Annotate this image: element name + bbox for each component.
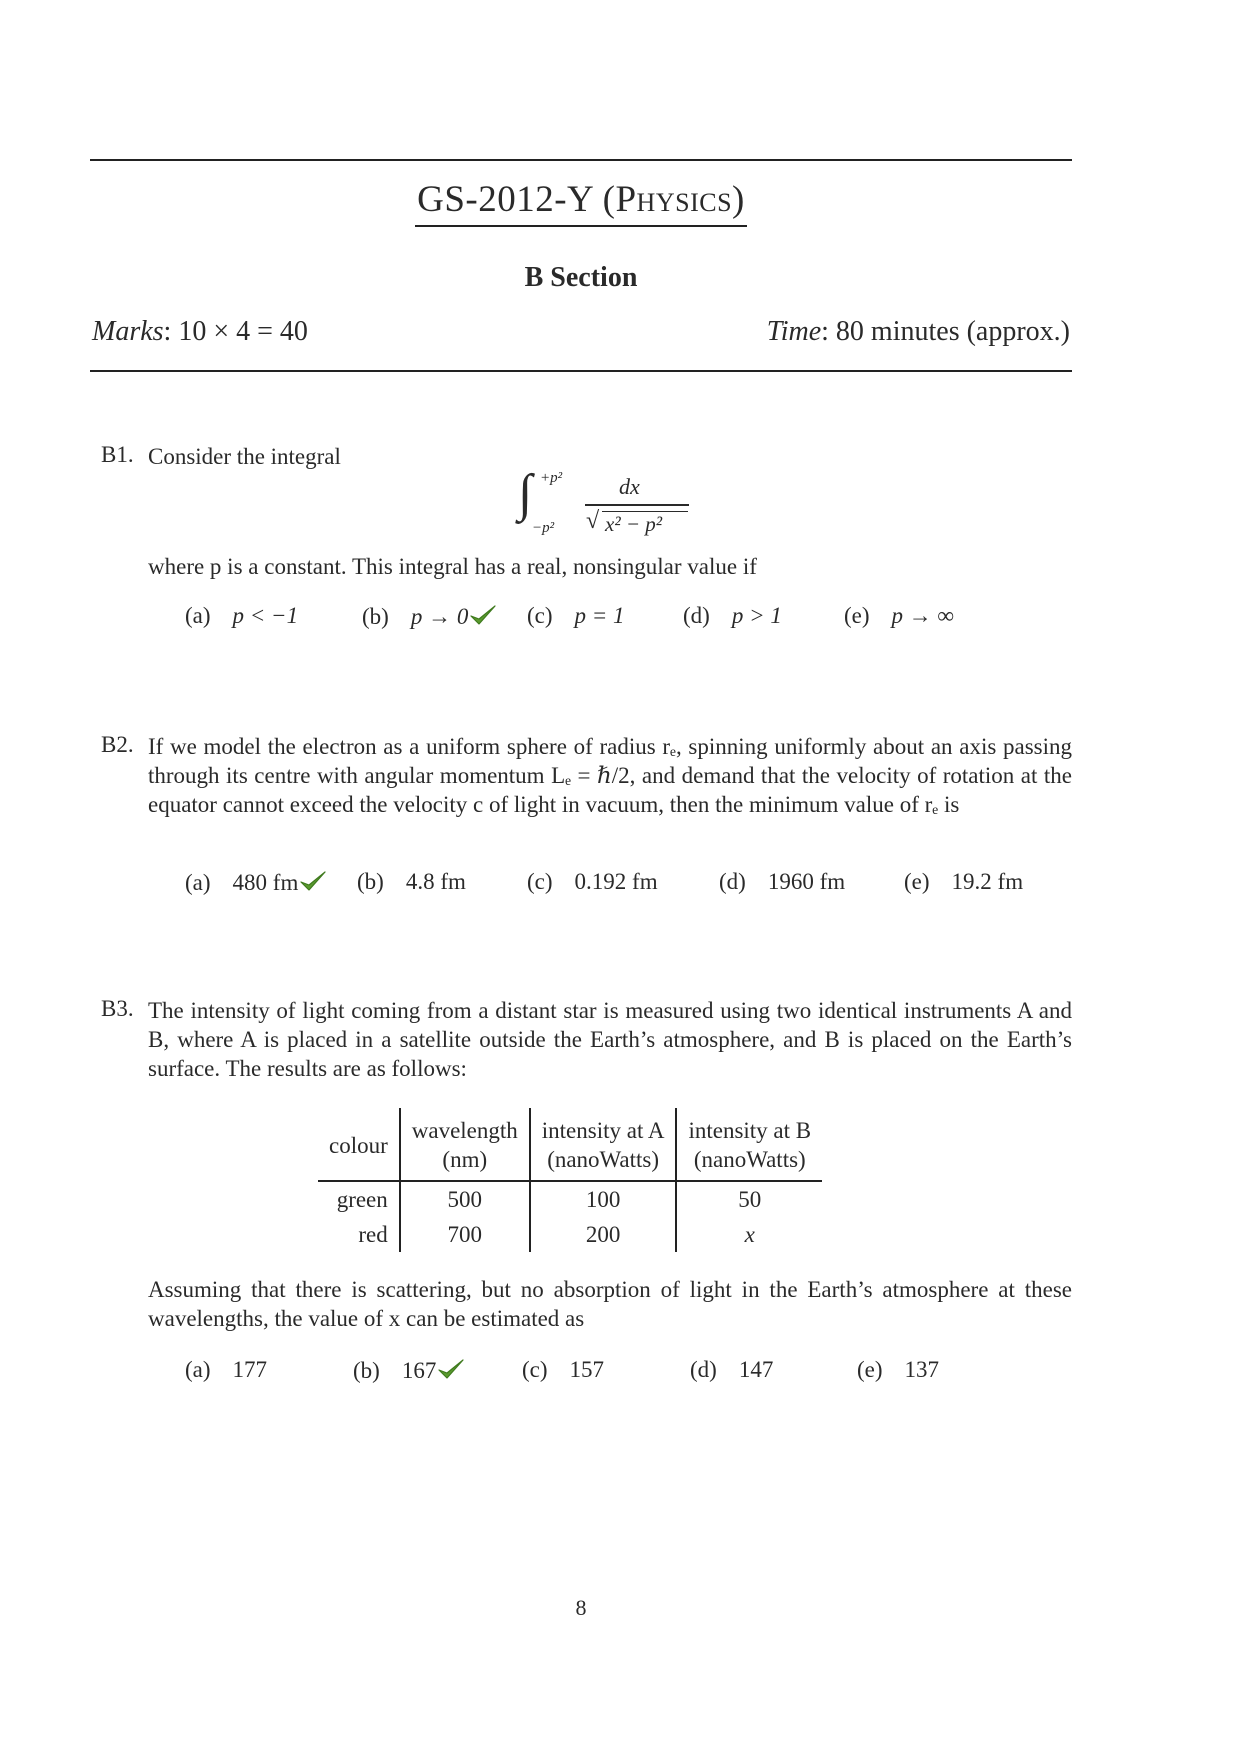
integral-lower-limit: −p²: [532, 520, 555, 536]
option: (b) p → 0: [362, 603, 497, 630]
option: (a) 480 fm: [185, 869, 327, 896]
integral-sign: ∫: [518, 465, 533, 522]
integral-numerator: dx: [619, 474, 640, 499]
option: (a) 177: [185, 1357, 268, 1382]
option: (c) p = 1: [527, 603, 625, 628]
checkmark-icon: [437, 1357, 465, 1381]
section-heading: B Section: [524, 262, 638, 293]
page-title: GS-2012-Y (Physics): [0, 178, 1162, 227]
table-row: red 700 200 x: [318, 1217, 822, 1252]
fraction-bar: [585, 504, 689, 506]
integral-upper-limit: +p²: [540, 470, 563, 486]
header-bottom-rule: [90, 370, 1072, 372]
exam-subject: Physics: [615, 179, 733, 220]
option: (b) 4.8 fm: [357, 869, 466, 894]
time-value: : 80 minutes (approx.): [821, 316, 1070, 347]
question-text: Assuming that there is scattering, but no absorption of light in the Earth’s atmosphere at these wavelengths, the value of x can be estimated as: [148, 1277, 1072, 1331]
option: (d) 147: [690, 1357, 774, 1382]
integral-expression: [518, 465, 698, 540]
option: (e) p → ∞: [844, 603, 954, 628]
question-label: B3.: [101, 996, 134, 1021]
option: (c) 0.192 fm: [527, 869, 658, 894]
top-rule: [90, 159, 1072, 161]
header-wavelength: wavelength (nm): [400, 1108, 530, 1181]
option: (c) 157: [522, 1357, 605, 1382]
exam-code: GS-2012-Y: [417, 179, 593, 220]
checkmark-icon: [469, 603, 497, 627]
header-intensity-a: intensity at A (nanoWatts): [530, 1108, 677, 1181]
marks-value: : 10 × 4 = 40: [163, 316, 308, 347]
page-number: 8: [575, 1595, 587, 1620]
checkmark-icon: [299, 869, 327, 893]
sqrt-sign: √: [586, 508, 600, 534]
option: (e) 19.2 fm: [904, 869, 1024, 894]
marks-info: [92, 316, 308, 348]
time-label: Time: [766, 316, 822, 347]
option: (e) 137: [857, 1357, 940, 1382]
question-label: B2.: [101, 732, 134, 757]
option: (b) 167: [353, 1357, 465, 1384]
question-text: where p is a constant. This integral has a real, nonsingular value if: [148, 554, 757, 579]
time-info: [767, 316, 1070, 348]
integral-denominator: x² − p²: [605, 512, 663, 536]
question-text: If we model the electron as a uniform sphere of radius rₑ, spinning uniformly about an axis passing through its centre with angular momentum Lₑ = ℏ/2, and demand that the velocity of rotation at the equator cannot exceed the velocity c of light in vacuum, then the minimum value of rₑ is: [148, 734, 1072, 817]
option: (a) p < −1: [185, 603, 299, 628]
marks-label: Marks: [92, 316, 164, 347]
results-table: [318, 1108, 822, 1252]
header-intensity-b: intensity at B (nanoWatts): [676, 1108, 822, 1181]
table-row: green 500 100 50: [318, 1181, 822, 1217]
question-label: B1.: [101, 442, 134, 467]
question-intro: Consider the integral: [148, 444, 341, 469]
question-text: The intensity of light coming from a distant star is measured using two identical instruments A and B, where A is placed in a satellite outside the Earth’s atmosphere, and B is placed on the Earth’s surface. The results are as follows:: [148, 998, 1072, 1081]
option: (d) p > 1: [683, 603, 782, 628]
table-header-row: [318, 1108, 822, 1181]
header-colour: colour: [329, 1132, 388, 1158]
option: (d) 1960 fm: [719, 869, 846, 894]
